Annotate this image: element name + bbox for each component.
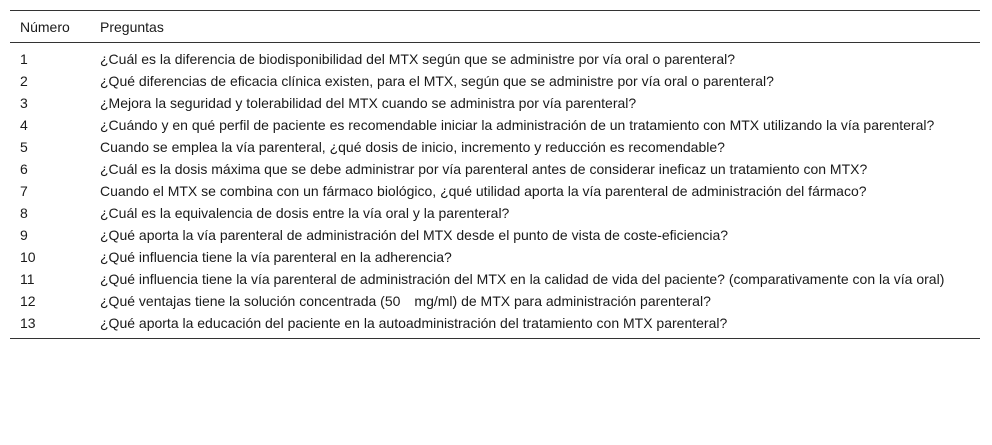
questions-table (10, 10, 980, 339)
row-number: 13 (20, 315, 36, 331)
table-row (10, 290, 980, 312)
table-row (10, 180, 980, 202)
header-row (10, 11, 980, 43)
row-question: ¿Qué influencia tiene la vía parenteral en la adherencia? (100, 249, 452, 265)
row-question: ¿Mejora la seguridad y tolerabilidad del MTX cuando se administra por vía parenteral? (100, 95, 637, 111)
row-question: Cuando se emplea la vía parenteral, ¿qué dosis de inicio, incremento y reducción es recomendable? (100, 139, 725, 155)
row-number: 9 (20, 227, 28, 243)
table-row (10, 224, 980, 246)
row-number: 8 (20, 205, 28, 221)
row-number: 4 (20, 117, 28, 133)
row-number: 3 (20, 95, 28, 111)
row-question: ¿Cuál es la dosis máxima que se debe administrar por vía parenteral antes de considerar ineficaz un tratamiento con MTX? (100, 161, 868, 177)
row-question: ¿Cuál es la equivalencia de dosis entre la vía oral y la parenteral? (100, 205, 510, 221)
table-row (10, 136, 980, 158)
header-questions: Preguntas (100, 19, 164, 35)
table-header (10, 11, 980, 43)
row-question: ¿Qué ventajas tiene la solución concentrada (50 mg/ml) de MTX para administración parenteral? (100, 293, 711, 309)
header-number: Número (20, 19, 70, 35)
row-number: 12 (20, 293, 36, 309)
table-row (10, 92, 980, 114)
table-row (10, 312, 980, 339)
row-number: 11 (20, 271, 35, 287)
row-question: ¿Qué influencia tiene la vía parenteral de administración del MTX en la calidad de vida del paciente? (comparativamente con la vía oral) (100, 271, 945, 287)
row-question: ¿Qué aporta la educación del paciente en la autoadministración del tratamiento con MTX parenteral? (100, 315, 728, 331)
table-body (10, 43, 980, 339)
row-number: 6 (20, 161, 28, 177)
table-row (10, 246, 980, 268)
table-row (10, 202, 980, 224)
row-number: 10 (20, 249, 36, 265)
table-row (10, 114, 980, 136)
row-question: Cuando el MTX se combina con un fármaco biológico, ¿qué utilidad aporta la vía parenteral de administración del fármaco? (100, 183, 867, 199)
row-number: 1 (20, 51, 28, 67)
row-question: ¿Qué aporta la vía parenteral de administración del MTX desde el punto de vista de coste-eficiencia? (100, 227, 729, 243)
table-row (10, 43, 980, 71)
row-question: ¿Cuál es la diferencia de biodisponibilidad del MTX según que se administre por vía oral o parenteral? (100, 51, 736, 67)
row-number: 7 (20, 183, 28, 199)
row-question: ¿Qué diferencias de eficacia clínica existen, para el MTX, según que se administre por vía oral o parenteral? (100, 73, 774, 89)
row-number: 2 (20, 73, 28, 89)
questions-table-container (10, 10, 980, 339)
row-number: 5 (20, 139, 28, 155)
table-row (10, 268, 980, 290)
table-row (10, 70, 980, 92)
table-row (10, 158, 980, 180)
row-question: ¿Cuándo y en qué perfil de paciente es recomendable iniciar la administración de un tratamiento con MTX utilizando la vía parenteral? (100, 117, 935, 133)
